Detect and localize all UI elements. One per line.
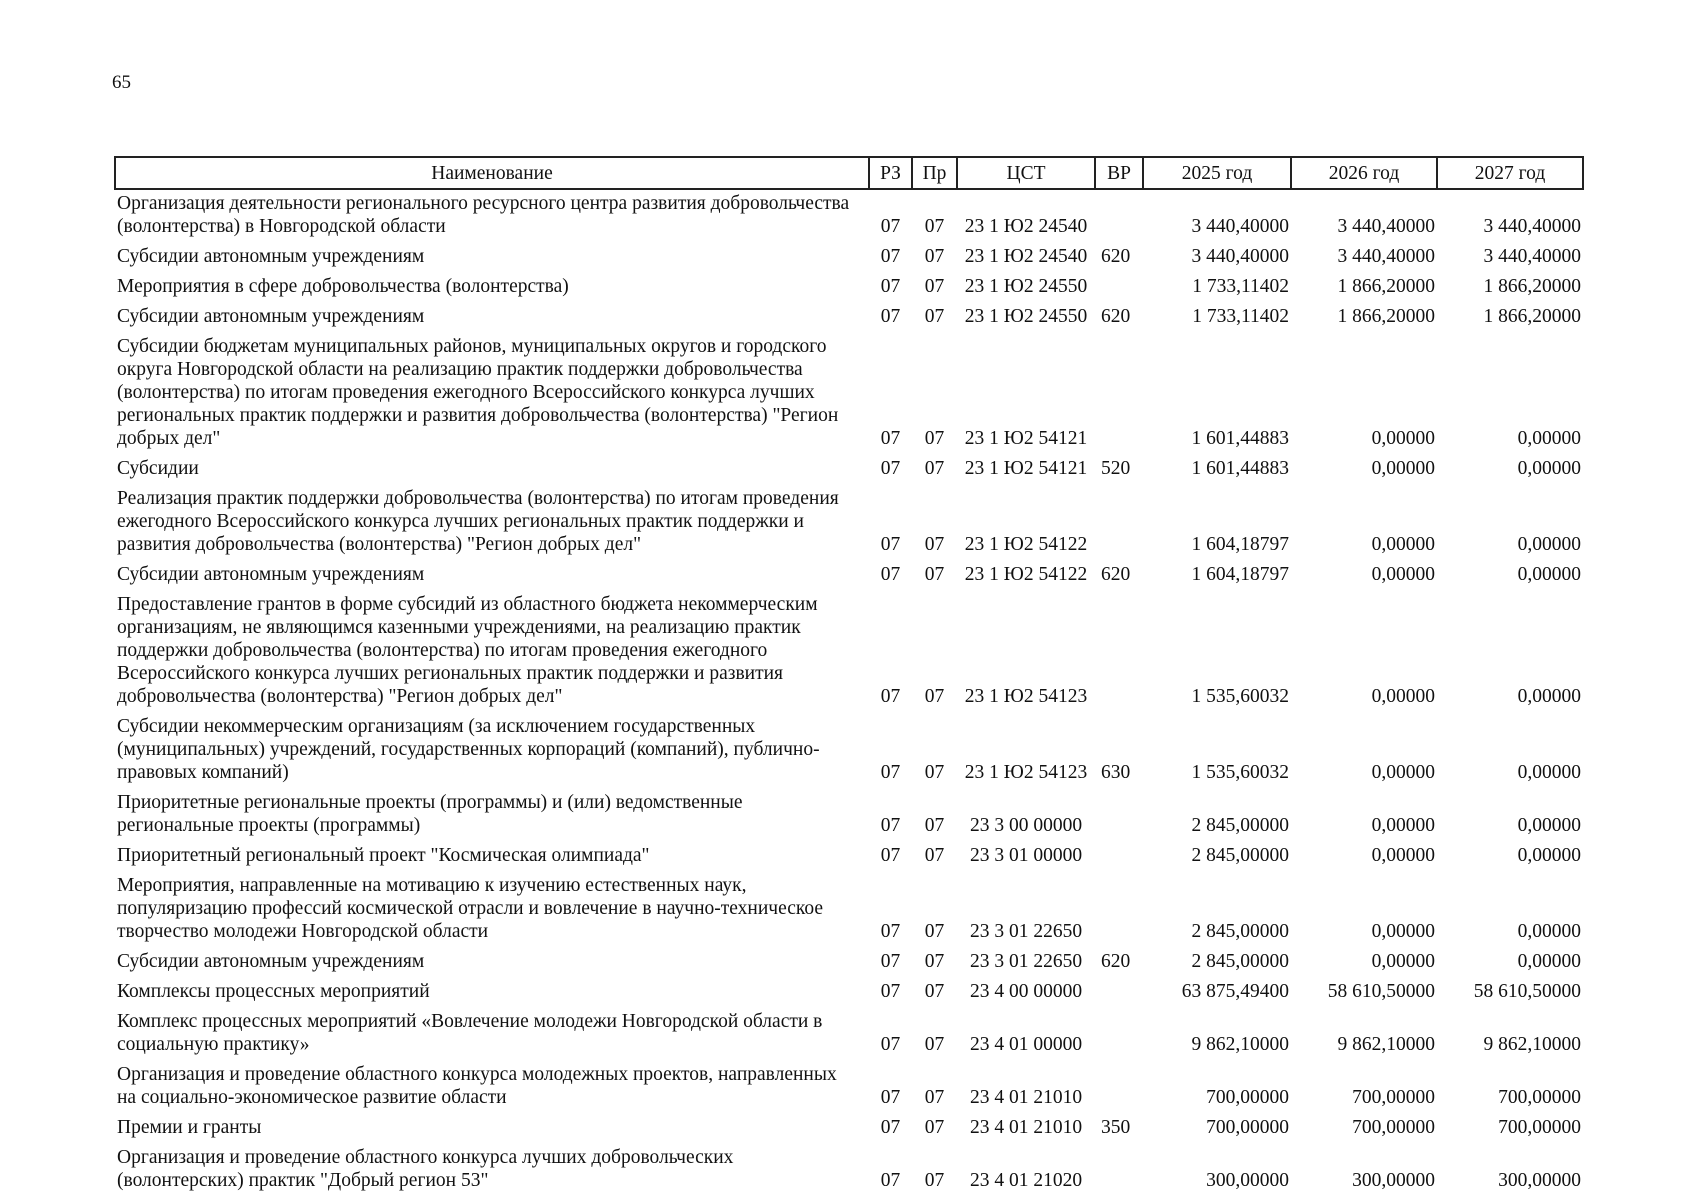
row-rz: 07 xyxy=(880,246,901,267)
row-amount-2027: 3 440,40000 xyxy=(1483,246,1581,267)
row-name: Организация и проведение областного конкурса лучших добровольческих (волонтерских) практик "Добрый регион 53" xyxy=(117,1147,734,1191)
row-amount-2026: 0,00000 xyxy=(1371,951,1435,972)
table-row xyxy=(115,869,1583,945)
row-amount-2026: 0,00000 xyxy=(1371,564,1435,585)
row-cst: 23 1 Ю2 54121 xyxy=(964,458,1088,479)
row-rz: 07 xyxy=(880,686,901,707)
header-pr: Пр xyxy=(912,157,957,189)
row-cst: 23 4 01 00000 xyxy=(969,1034,1083,1055)
table-row xyxy=(115,1005,1583,1058)
header-name: Наименование xyxy=(115,157,869,189)
header-cst: ЦСТ xyxy=(957,157,1095,189)
row-cst: 23 3 00 00000 xyxy=(969,815,1083,836)
row-pr: 07 xyxy=(924,845,945,866)
row-pr: 07 xyxy=(924,1117,945,1138)
row-cst: 23 1 Ю2 24540 xyxy=(964,216,1088,237)
page-number: 65 xyxy=(112,72,131,93)
row-amount-2025: 1 733,11402 xyxy=(1192,276,1289,297)
row-name: Премии и гранты xyxy=(117,1117,262,1138)
row-amount-2027: 0,00000 xyxy=(1517,428,1581,449)
row-cst: 23 1 Ю2 24550 xyxy=(964,276,1088,297)
row-vr: 620 xyxy=(1101,564,1131,585)
row-name: Организация и проведение областного конкурса молодежных проектов, направленных на социально-экономическое развитие области xyxy=(117,1064,837,1108)
row-amount-2027: 58 610,50000 xyxy=(1473,981,1581,1002)
row-name: Субсидии бюджетам муниципальных районов, муниципальных округов и городского округа Новгородской области на реализацию практик поддержки добровольчества (волонтерства) по итогам проведения ежегодного Всероссийского конкурса лучших региональных практик поддержки и развития добровольчества (волонтерства) "Регион добрых дел" xyxy=(117,336,839,449)
table-row xyxy=(115,270,1583,300)
row-amount-2025: 9 862,10000 xyxy=(1191,1034,1289,1055)
row-amount-2026: 0,00000 xyxy=(1371,845,1435,866)
row-rz: 07 xyxy=(880,981,901,1002)
row-name: Реализация практик поддержки добровольчества (волонтерства) по итогам проведения ежегодного Всероссийского конкурса лучших региональных практик поддержки и развития добровольчества (волонтерства) "Регион добрых дел" xyxy=(117,488,839,555)
row-vr xyxy=(1095,189,1143,240)
row-cst: 23 1 Ю2 54121 xyxy=(964,428,1088,449)
row-amount-2025: 1 601,44883 xyxy=(1191,458,1289,479)
row-pr: 07 xyxy=(924,276,945,297)
row-amount-2025: 700,00000 xyxy=(1206,1087,1289,1108)
row-vr xyxy=(1095,786,1143,839)
table-row xyxy=(115,588,1583,710)
row-rz: 07 xyxy=(880,951,901,972)
row-pr: 07 xyxy=(924,762,945,783)
row-vr xyxy=(1095,330,1143,452)
row-rz: 07 xyxy=(880,1087,901,1108)
row-amount-2026: 300,00000 xyxy=(1352,1170,1435,1191)
row-amount-2027: 0,00000 xyxy=(1517,564,1581,585)
row-pr: 07 xyxy=(924,428,945,449)
row-name: Приоритетные региональные проекты (программы) и (или) ведомственные региональные проекты (программы) xyxy=(117,792,743,836)
row-cst: 23 3 01 22650 xyxy=(969,951,1083,972)
row-amount-2025: 1 535,60032 xyxy=(1191,686,1289,707)
header-2025: 2025 год xyxy=(1143,157,1291,189)
row-amount-2026: 1 866,20000 xyxy=(1337,276,1435,297)
row-amount-2026: 0,00000 xyxy=(1371,534,1435,555)
row-vr xyxy=(1095,869,1143,945)
row-vr: 520 xyxy=(1101,458,1131,479)
row-vr: 630 xyxy=(1101,762,1131,783)
row-pr: 07 xyxy=(924,1170,945,1191)
row-name: Приоритетный региональный проект "Космическая олимпиада" xyxy=(117,845,650,866)
row-pr: 07 xyxy=(924,815,945,836)
row-amount-2027: 1 866,20000 xyxy=(1483,306,1581,327)
row-rz: 07 xyxy=(880,845,901,866)
row-amount-2026: 3 440,40000 xyxy=(1337,246,1435,267)
table-row xyxy=(115,975,1583,1005)
row-name: Субсидии автономным учреждениям xyxy=(117,306,425,327)
row-rz: 07 xyxy=(880,1034,901,1055)
table-row xyxy=(115,786,1583,839)
row-amount-2027: 0,00000 xyxy=(1517,921,1581,942)
table-row xyxy=(115,300,1583,330)
row-pr: 07 xyxy=(924,1087,945,1108)
row-amount-2025: 1 535,60032 xyxy=(1191,762,1289,783)
row-cst: 23 4 01 21020 xyxy=(969,1170,1083,1191)
table-row xyxy=(115,452,1583,482)
row-name: Субсидии автономным учреждениям xyxy=(117,246,425,267)
row-amount-2027: 0,00000 xyxy=(1517,534,1581,555)
row-cst: 23 4 00 00000 xyxy=(969,981,1083,1002)
row-amount-2027: 0,00000 xyxy=(1517,951,1581,972)
row-rz: 07 xyxy=(880,815,901,836)
row-pr: 07 xyxy=(924,951,945,972)
row-amount-2027: 700,00000 xyxy=(1498,1117,1581,1138)
row-amount-2026: 0,00000 xyxy=(1371,815,1435,836)
row-vr xyxy=(1095,839,1143,869)
table-header-row xyxy=(115,157,1583,189)
header-vr: ВР xyxy=(1095,157,1143,189)
row-cst: 23 4 01 21010 xyxy=(969,1087,1083,1108)
row-amount-2025: 1 604,18797 xyxy=(1191,534,1289,555)
row-rz: 07 xyxy=(880,1170,901,1191)
row-cst: 23 4 01 21010 xyxy=(969,1117,1083,1138)
row-cst: 23 3 01 00000 xyxy=(969,845,1083,866)
header-2027: 2027 год xyxy=(1437,157,1583,189)
row-pr: 07 xyxy=(924,458,945,479)
row-amount-2025: 300,00000 xyxy=(1206,1170,1289,1191)
row-name: Субсидии некоммерческим организациям (за исключением государственных (муниципальных) учреждений, государственных корпораций (компаний), публично-правовых компаний) xyxy=(117,716,820,783)
row-name: Субсидии автономным учреждениям xyxy=(117,564,425,585)
row-amount-2026: 0,00000 xyxy=(1371,458,1435,479)
header-2026: 2026 год xyxy=(1291,157,1437,189)
row-vr xyxy=(1095,482,1143,558)
row-amount-2027: 1 866,20000 xyxy=(1483,276,1581,297)
row-vr: 620 xyxy=(1101,306,1131,327)
row-amount-2026: 1 866,20000 xyxy=(1337,306,1435,327)
row-amount-2025: 63 875,49400 xyxy=(1181,981,1289,1002)
row-cst: 23 1 Ю2 54122 xyxy=(964,534,1088,555)
row-pr: 07 xyxy=(924,534,945,555)
table-row xyxy=(115,1111,1583,1141)
row-name: Мероприятия, направленные на мотивацию к изучению естественных наук, популяризацию профессий космической отрасли и вовлечение в научно-техническое творчество молодежи Новгородской области xyxy=(117,875,824,942)
budget-table xyxy=(114,156,1584,1194)
row-vr: 620 xyxy=(1101,246,1131,267)
row-pr: 07 xyxy=(924,216,945,237)
row-rz: 07 xyxy=(880,458,901,479)
table-row xyxy=(115,1058,1583,1111)
row-vr xyxy=(1095,975,1143,1005)
row-amount-2027: 0,00000 xyxy=(1517,686,1581,707)
row-rz: 07 xyxy=(880,216,901,237)
table-body xyxy=(115,189,1583,1194)
row-amount-2026: 58 610,50000 xyxy=(1327,981,1435,1002)
row-vr xyxy=(1095,1141,1143,1194)
table-row xyxy=(115,330,1583,452)
row-pr: 07 xyxy=(924,564,945,585)
row-amount-2025: 3 440,40000 xyxy=(1191,216,1289,237)
row-rz: 07 xyxy=(880,921,901,942)
row-rz: 07 xyxy=(880,534,901,555)
row-amount-2026: 3 440,40000 xyxy=(1337,216,1435,237)
row-amount-2025: 3 440,40000 xyxy=(1191,246,1289,267)
header-rz: РЗ xyxy=(869,157,912,189)
row-vr xyxy=(1095,1058,1143,1111)
row-amount-2025: 2 845,00000 xyxy=(1191,951,1289,972)
row-rz: 07 xyxy=(880,306,901,327)
row-pr: 07 xyxy=(924,1034,945,1055)
table-row xyxy=(115,189,1583,240)
row-amount-2026: 9 862,10000 xyxy=(1337,1034,1435,1055)
row-pr: 07 xyxy=(924,246,945,267)
row-amount-2025: 2 845,00000 xyxy=(1191,815,1289,836)
table-row xyxy=(115,482,1583,558)
row-cst: 23 1 Ю2 54123 xyxy=(964,762,1088,783)
row-amount-2026: 0,00000 xyxy=(1371,921,1435,942)
row-pr: 07 xyxy=(924,921,945,942)
row-rz: 07 xyxy=(880,1117,901,1138)
row-name: Комплексы процессных мероприятий xyxy=(117,981,430,1002)
row-amount-2027: 0,00000 xyxy=(1517,845,1581,866)
row-rz: 07 xyxy=(880,762,901,783)
table-row xyxy=(115,240,1583,270)
row-amount-2025: 2 845,00000 xyxy=(1191,845,1289,866)
row-amount-2027: 700,00000 xyxy=(1498,1087,1581,1108)
row-name: Субсидии xyxy=(117,458,199,479)
row-rz: 07 xyxy=(880,428,901,449)
row-amount-2026: 0,00000 xyxy=(1371,686,1435,707)
row-cst: 23 1 Ю2 24550 xyxy=(964,306,1088,327)
row-amount-2025: 2 845,00000 xyxy=(1191,921,1289,942)
row-amount-2027: 0,00000 xyxy=(1517,458,1581,479)
row-amount-2026: 0,00000 xyxy=(1371,762,1435,783)
row-vr xyxy=(1095,588,1143,710)
row-cst: 23 3 01 22650 xyxy=(969,921,1083,942)
row-vr xyxy=(1095,270,1143,300)
row-amount-2026: 0,00000 xyxy=(1371,428,1435,449)
row-name: Комплекс процессных мероприятий «Вовлечение молодежи Новгородской области в социальную практику» xyxy=(117,1011,823,1055)
row-name: Субсидии автономным учреждениям xyxy=(117,951,425,972)
row-amount-2027: 0,00000 xyxy=(1517,815,1581,836)
table-row xyxy=(115,558,1583,588)
row-name: Предоставление грантов в форме субсидий из областного бюджета некоммерческим организациям, не являющимся казенными учреждениями, на реализацию практик поддержки добровольчества (волонтерства) по итогам проведения ежегодного Всероссийского конкурса лучших региональных практик поддержки и развития добровольчества (волонтерства) "Регион добрых дел" xyxy=(117,594,818,707)
row-amount-2026: 700,00000 xyxy=(1352,1087,1435,1108)
row-amount-2025: 1 604,18797 xyxy=(1191,564,1289,585)
table-row xyxy=(115,1141,1583,1194)
row-cst: 23 1 Ю2 24540 xyxy=(964,246,1088,267)
row-cst: 23 1 Ю2 54122 xyxy=(964,564,1088,585)
table-row xyxy=(115,710,1583,786)
row-amount-2027: 300,00000 xyxy=(1498,1170,1581,1191)
row-amount-2025: 1 601,44883 xyxy=(1191,428,1289,449)
row-pr: 07 xyxy=(924,981,945,1002)
row-vr: 350 xyxy=(1101,1117,1131,1138)
row-cst: 23 1 Ю2 54123 xyxy=(964,686,1088,707)
table-row xyxy=(115,839,1583,869)
row-name: Мероприятия в сфере добровольчества (волонтерства) xyxy=(117,276,569,297)
row-amount-2026: 700,00000 xyxy=(1352,1117,1435,1138)
row-pr: 07 xyxy=(924,306,945,327)
row-amount-2025: 1 733,11402 xyxy=(1192,306,1289,327)
row-name: Организация деятельности регионального ресурсного центра развития добровольчества (волонтерства) в Новгородской области xyxy=(117,193,850,237)
row-vr: 620 xyxy=(1101,951,1131,972)
row-amount-2027: 0,00000 xyxy=(1517,762,1581,783)
row-amount-2027: 3 440,40000 xyxy=(1483,216,1581,237)
table-row xyxy=(115,945,1583,975)
row-rz: 07 xyxy=(880,564,901,585)
row-amount-2025: 700,00000 xyxy=(1206,1117,1289,1138)
row-amount-2027: 9 862,10000 xyxy=(1483,1034,1581,1055)
row-pr: 07 xyxy=(924,686,945,707)
row-vr xyxy=(1095,1005,1143,1058)
row-rz: 07 xyxy=(880,276,901,297)
